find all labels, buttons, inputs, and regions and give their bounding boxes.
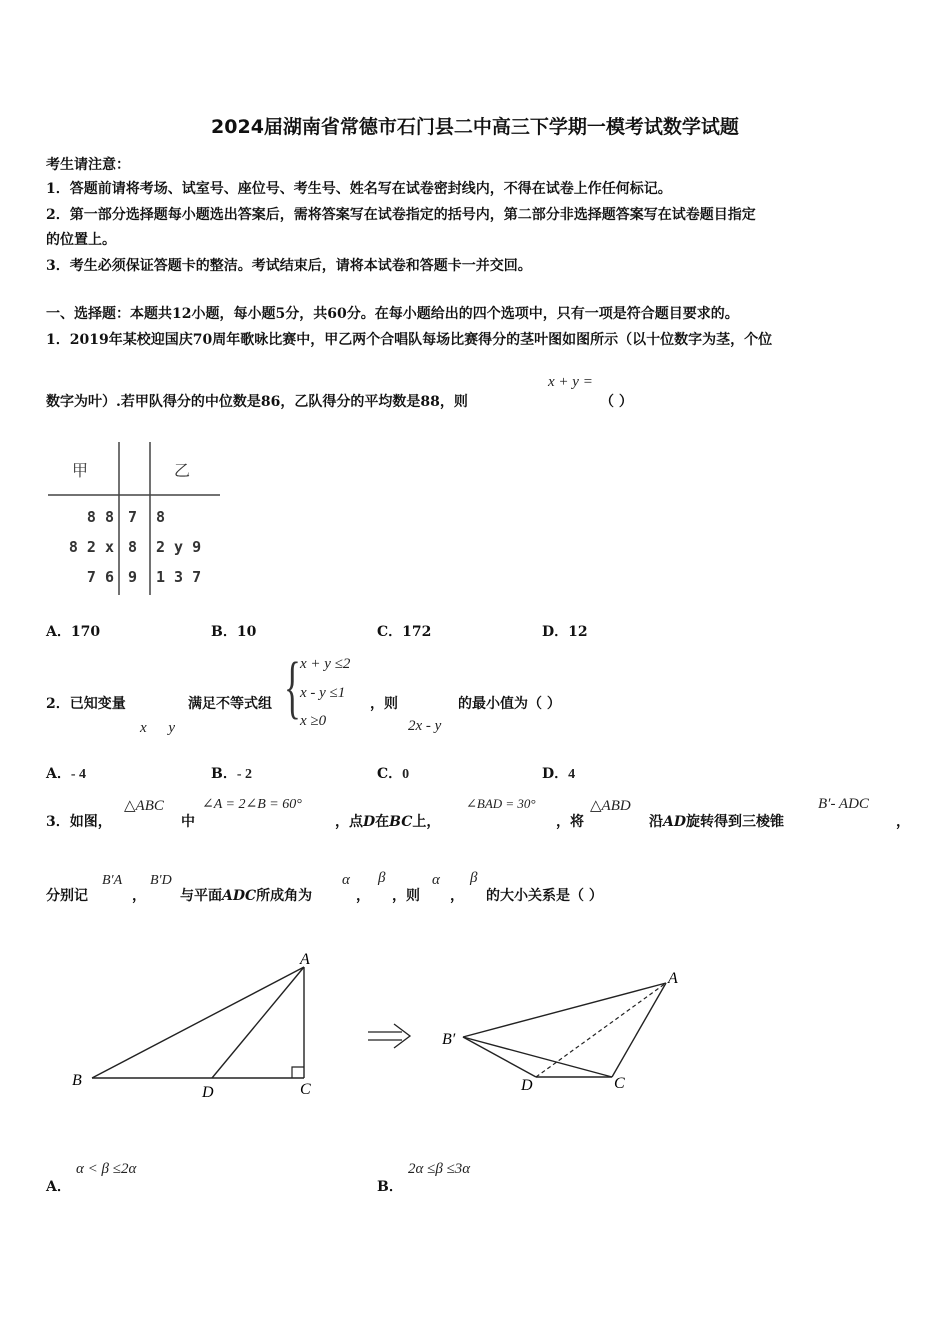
option-label: B． xyxy=(211,766,237,782)
option-value: - 4 xyxy=(70,767,87,782)
left-brace: { xyxy=(284,649,301,726)
q3-text-yan: 沿 xyxy=(649,814,663,830)
q3-text-dian: ，点 xyxy=(335,814,363,830)
q3-option-a-value: α < β ≤2α xyxy=(76,1161,137,1177)
q3-alpha-2: α xyxy=(432,872,440,888)
option-label: D． xyxy=(542,766,569,782)
q3-segment-bc: BC xyxy=(389,814,413,830)
q1-expression: x + y = xyxy=(548,374,593,390)
q3-text-shang: 上， xyxy=(412,814,441,830)
option-label: B． xyxy=(211,624,237,640)
q2-inequality-1: x + y ≤2 xyxy=(300,656,351,672)
q3-comma: ， xyxy=(896,814,910,830)
q3-option-a[interactable] xyxy=(46,1176,71,1196)
q2-suffix: 的最小值为（ ） xyxy=(458,696,561,712)
option-label: C． xyxy=(377,624,403,640)
label-b-right: B′ xyxy=(442,1031,456,1048)
pyramid-figure xyxy=(442,970,678,1094)
q3-plane-adc: ADC xyxy=(222,888,257,904)
q3-beta-1: β xyxy=(378,870,386,886)
q3-beta-2: β xyxy=(470,870,478,886)
q3-line2-comma3: ， xyxy=(450,888,464,904)
stem-leaf-plot xyxy=(46,440,226,595)
q3-triangle-abc: △ABC xyxy=(124,798,164,814)
option-value: 170 xyxy=(70,624,101,640)
notice-item-2: 2．第一部分选择题每小题选出答案后，需将答案写在试卷指定的括号内，第二部分非选择题答案写在试卷题目指定 xyxy=(46,207,756,223)
option-value: 12 xyxy=(568,624,588,640)
label-d-right: D xyxy=(521,1077,533,1094)
stem-row-1: 7 xyxy=(128,508,138,526)
q3-text-jiang: ，将 xyxy=(556,814,584,830)
team-yi-label: 乙 xyxy=(174,461,191,480)
option-value: 10 xyxy=(236,624,257,640)
option-label: D． xyxy=(542,624,569,640)
q3-line2-comma1: ， xyxy=(132,888,146,904)
leaf-left-row-2: 8 2 x xyxy=(68,538,114,556)
q3-angle-bad: ∠BAD = 30° xyxy=(466,796,536,811)
q2-option-b[interactable] xyxy=(211,763,252,783)
label-d-left: D xyxy=(202,1084,214,1101)
q3-axis-ad: AD xyxy=(663,814,687,830)
q3-figure xyxy=(0,940,700,1110)
q3-text-angle: 所成角为 xyxy=(256,888,313,904)
q3-alpha-1: α xyxy=(342,872,350,888)
option-label: A． xyxy=(46,1179,71,1195)
stem-row-3: 9 xyxy=(128,568,138,586)
option-value: - 2 xyxy=(236,767,253,782)
q3-pyramid-name: B′- ADC xyxy=(818,796,869,812)
q3-option-b[interactable] xyxy=(377,1176,403,1196)
leaf-left-row-1: 8 8 xyxy=(86,508,114,526)
q1-option-a[interactable] xyxy=(46,621,100,641)
q3-text-pyramid: 旋转得到三棱锥 xyxy=(686,814,785,830)
q2-option-d[interactable] xyxy=(542,763,575,783)
q2-variables: x y xyxy=(140,720,176,736)
q3-triangle-abd: △ABD xyxy=(590,798,631,814)
q2-then: ，则 xyxy=(370,696,398,712)
q3-line2-prefix: 分别记 xyxy=(46,888,88,904)
q3-text-zhong: 中 xyxy=(181,814,195,830)
notice-item-2-cont: 的位置上。 xyxy=(46,232,116,248)
q3-line2-suffix: 的大小关系是（ ） xyxy=(486,888,603,904)
q3-option-b-value: 2α ≤β ≤3α xyxy=(408,1161,471,1177)
option-label: A． xyxy=(46,624,71,640)
q2-prefix: 2．已知变量 xyxy=(46,696,126,712)
q3-line2-comma2: ， xyxy=(356,888,370,904)
q1-answer-paren: （ ） xyxy=(600,394,633,410)
q1-option-d[interactable] xyxy=(542,621,588,641)
q3-point-d: D xyxy=(363,814,376,830)
leaf-right-row-1: 8 xyxy=(156,508,166,526)
leaf-left-row-3: 7 6 xyxy=(86,568,114,586)
q3-text-rotate xyxy=(649,811,784,831)
q2-mid: 满足不等式组 xyxy=(188,696,272,712)
q1-option-b[interactable] xyxy=(211,621,256,641)
option-label: C． xyxy=(377,766,403,782)
implies-arrow-icon xyxy=(368,1024,410,1048)
leaf-right-row-3: 1 3 7 xyxy=(156,568,202,586)
q3-line-bd: B′D xyxy=(150,873,172,888)
label-a-right: A xyxy=(668,970,678,987)
q1-stem-line2: 数字为叶）.若甲队得分的中位数是86，乙队得分的平均数是88，则 xyxy=(46,394,468,410)
option-label: A． xyxy=(46,766,71,782)
page-title: 2024届湖南省常德市石门县二中高三下学期一模考试数学试题 xyxy=(211,116,739,138)
q3-line2-plane xyxy=(180,885,312,905)
q2-inequality-2: x - y ≤1 xyxy=(300,685,346,701)
option-value: 4 xyxy=(568,767,576,782)
label-c-left: C xyxy=(300,1081,311,1098)
q1-option-c[interactable] xyxy=(377,621,431,641)
label-b-left: B xyxy=(72,1072,82,1089)
q2-option-a[interactable] xyxy=(46,763,86,783)
q3-text-yupingmian: 与平面 xyxy=(180,888,222,904)
notice-item-1: 1．答题前请将考场、试室号、座位号、考生号、姓名写在试卷密封线内，不得在试卷上作任何标记。 xyxy=(46,181,672,197)
q3-line-ba: B′A xyxy=(102,873,123,888)
q3-angle-relation: ∠A = 2∠B = 60° xyxy=(202,797,302,812)
triangle-abc-figure xyxy=(72,951,311,1101)
label-a-left: A xyxy=(300,951,310,968)
q3-line2-then: ，则 xyxy=(392,888,420,904)
option-value: 172 xyxy=(402,624,432,640)
q3-intro: 3．如图， xyxy=(46,814,112,830)
q3-text-zai: 在 xyxy=(375,814,390,830)
q2-inequality-3: x ≥0 xyxy=(300,713,327,729)
leaf-right-row-2: 2 y 9 xyxy=(156,538,202,556)
q2-target-expression: 2x - y xyxy=(408,718,442,734)
option-label: B． xyxy=(377,1179,403,1195)
section-heading: 一、选择题：本题共12小题，每小题5分，共60分。在每小题给出的四个选项中，只有一项是符合题目要求的。 xyxy=(46,306,739,322)
option-value: 0 xyxy=(402,767,410,782)
label-c-right: C xyxy=(614,1075,625,1092)
stem-row-2: 8 xyxy=(128,538,138,556)
q1-stem-line1: 1．2019年某校迎国庆70周年歌咏比赛中，甲乙两个合唱队每场比赛得分的茎叶图如图所示（以十位数字为茎，个位 xyxy=(46,332,773,348)
team-jia-label: 甲 xyxy=(72,461,89,480)
notice-item-3: 3．考生必须保证答题卡的整洁。考试结束后，请将本试卷和答题卡一并交回。 xyxy=(46,258,532,274)
q3-text-point xyxy=(335,811,440,831)
notice-heading: 考生请注意： xyxy=(46,157,130,173)
q2-option-c[interactable] xyxy=(377,763,409,783)
